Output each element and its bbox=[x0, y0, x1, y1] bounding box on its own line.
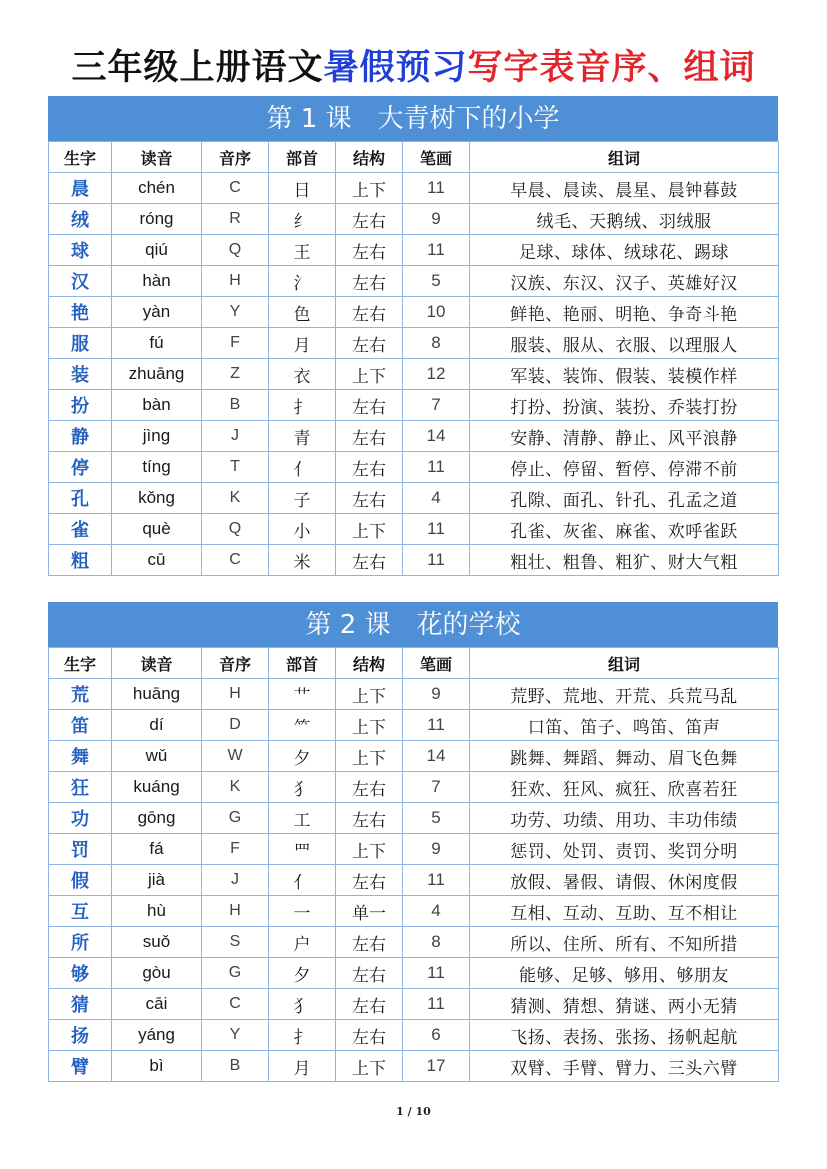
cell-word-examples: 军装、装饰、假装、装模作样 bbox=[470, 359, 779, 390]
cell-stroke-count: 9 bbox=[403, 834, 470, 865]
cell-pinyin: jià bbox=[112, 865, 202, 896]
cell-initial-letter: C bbox=[202, 545, 269, 576]
table-row bbox=[49, 514, 779, 545]
table-row bbox=[49, 297, 779, 328]
cell-radical: 犭 bbox=[269, 772, 336, 803]
cell-stroke-count: 11 bbox=[403, 452, 470, 483]
cell-structure: 左右 bbox=[336, 865, 403, 896]
cell-stroke-count: 11 bbox=[403, 235, 470, 266]
cell-pinyin: qiú bbox=[112, 235, 202, 266]
cell-initial-letter: S bbox=[202, 927, 269, 958]
cell-pinyin: kǒng bbox=[112, 483, 202, 514]
table-row bbox=[49, 328, 779, 359]
cell-stroke-count: 8 bbox=[403, 328, 470, 359]
cell-radical: 月 bbox=[269, 328, 336, 359]
table-row bbox=[49, 1020, 779, 1051]
column-header: 结构 bbox=[336, 648, 403, 679]
cell-initial-letter: G bbox=[202, 803, 269, 834]
cell-structure: 左右 bbox=[336, 772, 403, 803]
column-header: 部首 bbox=[269, 142, 336, 173]
table-row bbox=[49, 803, 779, 834]
cell-initial-letter: C bbox=[202, 989, 269, 1020]
cell-radical: 扌 bbox=[269, 390, 336, 421]
cell-structure: 左右 bbox=[336, 235, 403, 266]
column-header: 部首 bbox=[269, 648, 336, 679]
cell-radical: 夕 bbox=[269, 741, 336, 772]
cell-stroke-count: 14 bbox=[403, 741, 470, 772]
cell-radical: 亻 bbox=[269, 452, 336, 483]
cell-radical: 亻 bbox=[269, 865, 336, 896]
cell-initial-letter: Z bbox=[202, 359, 269, 390]
cell-character: 臂 bbox=[49, 1051, 112, 1082]
cell-initial-letter: J bbox=[202, 865, 269, 896]
cell-character: 球 bbox=[49, 235, 112, 266]
table-row bbox=[49, 1051, 779, 1082]
cell-stroke-count: 11 bbox=[403, 514, 470, 545]
cell-pinyin: huāng bbox=[112, 679, 202, 710]
cell-initial-letter: H bbox=[202, 679, 269, 710]
cell-pinyin: zhuāng bbox=[112, 359, 202, 390]
cell-initial-letter: F bbox=[202, 834, 269, 865]
cell-word-examples: 口笛、笛子、鸣笛、笛声 bbox=[470, 710, 779, 741]
cell-character: 扬 bbox=[49, 1020, 112, 1051]
cell-radical: 氵 bbox=[269, 266, 336, 297]
cell-initial-letter: Q bbox=[202, 235, 269, 266]
cell-pinyin: què bbox=[112, 514, 202, 545]
cell-initial-letter: B bbox=[202, 1051, 269, 1082]
cell-pinyin: chén bbox=[112, 173, 202, 204]
cell-word-examples: 服装、服从、衣服、以理服人 bbox=[470, 328, 779, 359]
column-header: 音序 bbox=[202, 648, 269, 679]
cell-structure: 左右 bbox=[336, 421, 403, 452]
table-row bbox=[49, 421, 779, 452]
column-header: 笔画 bbox=[403, 142, 470, 173]
cell-radical: 日 bbox=[269, 173, 336, 204]
cell-word-examples: 功劳、功绩、用功、丰功伟绩 bbox=[470, 803, 779, 834]
cell-radical: 艹 bbox=[269, 679, 336, 710]
cell-stroke-count: 5 bbox=[403, 266, 470, 297]
cell-radical: 罒 bbox=[269, 834, 336, 865]
cell-word-examples: 孔隙、面孔、针孔、孔孟之道 bbox=[470, 483, 779, 514]
cell-stroke-count: 17 bbox=[403, 1051, 470, 1082]
cell-character: 汉 bbox=[49, 266, 112, 297]
cell-word-examples: 互相、互动、互助、互不相让 bbox=[470, 896, 779, 927]
cell-pinyin: gōng bbox=[112, 803, 202, 834]
cell-initial-letter: B bbox=[202, 390, 269, 421]
cell-radical: 纟 bbox=[269, 204, 336, 235]
cell-radical: ⺮ bbox=[269, 710, 336, 741]
cell-radical: 一 bbox=[269, 896, 336, 927]
cell-word-examples: 跳舞、舞蹈、舞动、眉飞色舞 bbox=[470, 741, 779, 772]
cell-pinyin: dí bbox=[112, 710, 202, 741]
cell-structure: 左右 bbox=[336, 989, 403, 1020]
cell-character: 停 bbox=[49, 452, 112, 483]
lesson-1-rows bbox=[49, 173, 779, 576]
cell-pinyin: bì bbox=[112, 1051, 202, 1082]
cell-character: 装 bbox=[49, 359, 112, 390]
cell-word-examples: 双臂、手臂、臂力、三头六臂 bbox=[470, 1051, 779, 1082]
page-number: 1 / 10 bbox=[396, 1105, 431, 1118]
table-row bbox=[49, 679, 779, 710]
lesson-1-section bbox=[48, 96, 778, 576]
cell-structure: 上下 bbox=[336, 710, 403, 741]
cell-word-examples: 早晨、晨读、晨星、晨钟暮鼓 bbox=[470, 173, 779, 204]
cell-word-examples: 停止、停留、暂停、停滞不前 bbox=[470, 452, 779, 483]
cell-stroke-count: 4 bbox=[403, 483, 470, 514]
cell-structure: 左右 bbox=[336, 266, 403, 297]
cell-structure: 上下 bbox=[336, 173, 403, 204]
cell-word-examples: 所以、住所、所有、不知所措 bbox=[470, 927, 779, 958]
cell-pinyin: gòu bbox=[112, 958, 202, 989]
title-part-preview: 暑假预习 bbox=[323, 48, 468, 88]
table-row bbox=[49, 390, 779, 421]
cell-radical: 夕 bbox=[269, 958, 336, 989]
column-header: 生字 bbox=[49, 648, 112, 679]
cell-character: 孔 bbox=[49, 483, 112, 514]
cell-character: 功 bbox=[49, 803, 112, 834]
cell-stroke-count: 11 bbox=[403, 989, 470, 1020]
table-row bbox=[49, 452, 779, 483]
cell-initial-letter: W bbox=[202, 741, 269, 772]
page-title bbox=[0, 40, 827, 96]
cell-pinyin: suǒ bbox=[112, 927, 202, 958]
cell-pinyin: cū bbox=[112, 545, 202, 576]
cell-pinyin: fá bbox=[112, 834, 202, 865]
column-header: 笔画 bbox=[403, 648, 470, 679]
cell-structure: 上下 bbox=[336, 1051, 403, 1082]
cell-word-examples: 粗壮、粗鲁、粗犷、财大气粗 bbox=[470, 545, 779, 576]
cell-radical: 青 bbox=[269, 421, 336, 452]
cell-initial-letter: Y bbox=[202, 1020, 269, 1051]
cell-word-examples: 荒野、荒地、开荒、兵荒马乱 bbox=[470, 679, 779, 710]
cell-character: 笛 bbox=[49, 710, 112, 741]
cell-radical: 小 bbox=[269, 514, 336, 545]
cell-stroke-count: 11 bbox=[403, 958, 470, 989]
table-row bbox=[49, 834, 779, 865]
table-header-row bbox=[49, 142, 779, 173]
table-row bbox=[49, 235, 779, 266]
cell-structure: 左右 bbox=[336, 545, 403, 576]
lesson-1-table bbox=[48, 141, 779, 576]
table-row bbox=[49, 958, 779, 989]
table-row bbox=[49, 741, 779, 772]
table-row bbox=[49, 989, 779, 1020]
cell-pinyin: cāi bbox=[112, 989, 202, 1020]
cell-character: 雀 bbox=[49, 514, 112, 545]
cell-radical: 衣 bbox=[269, 359, 336, 390]
cell-character: 所 bbox=[49, 927, 112, 958]
table-row bbox=[49, 204, 779, 235]
table-row bbox=[49, 266, 779, 297]
cell-pinyin: wǔ bbox=[112, 741, 202, 772]
cell-initial-letter: C bbox=[202, 173, 269, 204]
column-header: 生字 bbox=[49, 142, 112, 173]
cell-character: 粗 bbox=[49, 545, 112, 576]
cell-stroke-count: 9 bbox=[403, 204, 470, 235]
cell-structure: 左右 bbox=[336, 297, 403, 328]
cell-pinyin: tíng bbox=[112, 452, 202, 483]
cell-structure: 左右 bbox=[336, 452, 403, 483]
cell-structure: 左右 bbox=[336, 958, 403, 989]
cell-stroke-count: 6 bbox=[403, 1020, 470, 1051]
lesson-1-header: 第 1 课 大青树下的小学 bbox=[48, 96, 778, 141]
cell-structure: 左右 bbox=[336, 803, 403, 834]
cell-word-examples: 安静、清静、静止、风平浪静 bbox=[470, 421, 779, 452]
cell-structure: 上下 bbox=[336, 834, 403, 865]
cell-pinyin: bàn bbox=[112, 390, 202, 421]
cell-character: 艳 bbox=[49, 297, 112, 328]
cell-character: 猜 bbox=[49, 989, 112, 1020]
cell-character: 绒 bbox=[49, 204, 112, 235]
cell-stroke-count: 10 bbox=[403, 297, 470, 328]
cell-initial-letter: H bbox=[202, 896, 269, 927]
cell-word-examples: 狂欢、狂风、疯狂、欣喜若狂 bbox=[470, 772, 779, 803]
cell-word-examples: 孔雀、灰雀、麻雀、欢呼雀跃 bbox=[470, 514, 779, 545]
cell-stroke-count: 4 bbox=[403, 896, 470, 927]
column-header: 读音 bbox=[112, 648, 202, 679]
cell-word-examples: 打扮、扮演、装扮、乔装打扮 bbox=[470, 390, 779, 421]
cell-word-examples: 鲜艳、艳丽、明艳、争奇斗艳 bbox=[470, 297, 779, 328]
cell-character: 静 bbox=[49, 421, 112, 452]
cell-word-examples: 猜测、猜想、猜谜、两小无猜 bbox=[470, 989, 779, 1020]
cell-word-examples: 足球、球体、绒球花、踢球 bbox=[470, 235, 779, 266]
cell-initial-letter: F bbox=[202, 328, 269, 359]
cell-character: 扮 bbox=[49, 390, 112, 421]
cell-structure: 左右 bbox=[336, 1020, 403, 1051]
cell-pinyin: yàn bbox=[112, 297, 202, 328]
cell-pinyin: róng bbox=[112, 204, 202, 235]
title-part-table: 写字表音序、组词 bbox=[467, 48, 756, 88]
cell-character: 假 bbox=[49, 865, 112, 896]
cell-pinyin: hù bbox=[112, 896, 202, 927]
cell-character: 互 bbox=[49, 896, 112, 927]
cell-stroke-count: 5 bbox=[403, 803, 470, 834]
cell-radical: 户 bbox=[269, 927, 336, 958]
table-row bbox=[49, 173, 779, 204]
cell-word-examples: 放假、暑假、请假、休闲度假 bbox=[470, 865, 779, 896]
cell-character: 服 bbox=[49, 328, 112, 359]
cell-structure: 左右 bbox=[336, 927, 403, 958]
cell-radical: 色 bbox=[269, 297, 336, 328]
cell-word-examples: 飞扬、表扬、张扬、扬帆起航 bbox=[470, 1020, 779, 1051]
cell-stroke-count: 11 bbox=[403, 710, 470, 741]
cell-stroke-count: 11 bbox=[403, 545, 470, 576]
table-row bbox=[49, 927, 779, 958]
cell-radical: 工 bbox=[269, 803, 336, 834]
cell-initial-letter: R bbox=[202, 204, 269, 235]
cell-radical: 扌 bbox=[269, 1020, 336, 1051]
table-header-row bbox=[49, 648, 779, 679]
cell-initial-letter: D bbox=[202, 710, 269, 741]
cell-pinyin: hàn bbox=[112, 266, 202, 297]
cell-stroke-count: 8 bbox=[403, 927, 470, 958]
cell-radical: 月 bbox=[269, 1051, 336, 1082]
cell-structure: 上下 bbox=[336, 359, 403, 390]
table-row bbox=[49, 865, 779, 896]
cell-radical: 王 bbox=[269, 235, 336, 266]
column-header: 读音 bbox=[112, 142, 202, 173]
cell-character: 罚 bbox=[49, 834, 112, 865]
cell-structure: 单一 bbox=[336, 896, 403, 927]
cell-word-examples: 汉族、东汉、汉子、英雄好汉 bbox=[470, 266, 779, 297]
cell-structure: 左右 bbox=[336, 483, 403, 514]
column-header: 组词 bbox=[470, 648, 779, 679]
cell-initial-letter: J bbox=[202, 421, 269, 452]
table-row bbox=[49, 483, 779, 514]
cell-structure: 左右 bbox=[336, 204, 403, 235]
cell-structure: 上下 bbox=[336, 741, 403, 772]
cell-stroke-count: 11 bbox=[403, 865, 470, 896]
cell-radical: 米 bbox=[269, 545, 336, 576]
cell-pinyin: yáng bbox=[112, 1020, 202, 1051]
cell-character: 狂 bbox=[49, 772, 112, 803]
cell-stroke-count: 12 bbox=[403, 359, 470, 390]
cell-pinyin: jìng bbox=[112, 421, 202, 452]
cell-initial-letter: H bbox=[202, 266, 269, 297]
cell-word-examples: 惩罚、处罚、责罚、奖罚分明 bbox=[470, 834, 779, 865]
table-row bbox=[49, 772, 779, 803]
cell-initial-letter: K bbox=[202, 483, 269, 514]
table-row bbox=[49, 359, 779, 390]
column-header: 组词 bbox=[470, 142, 779, 173]
table-row bbox=[49, 896, 779, 927]
table-row bbox=[49, 710, 779, 741]
cell-word-examples: 能够、足够、够用、够朋友 bbox=[470, 958, 779, 989]
lesson-2-section bbox=[48, 602, 778, 1082]
cell-stroke-count: 7 bbox=[403, 390, 470, 421]
cell-stroke-count: 7 bbox=[403, 772, 470, 803]
cell-initial-letter: G bbox=[202, 958, 269, 989]
cell-stroke-count: 11 bbox=[403, 173, 470, 204]
table-row bbox=[49, 545, 779, 576]
cell-pinyin: fú bbox=[112, 328, 202, 359]
cell-initial-letter: Q bbox=[202, 514, 269, 545]
column-header: 音序 bbox=[202, 142, 269, 173]
cell-structure: 上下 bbox=[336, 679, 403, 710]
cell-structure: 左右 bbox=[336, 328, 403, 359]
cell-initial-letter: K bbox=[202, 772, 269, 803]
cell-character: 荒 bbox=[49, 679, 112, 710]
cell-radical: 犭 bbox=[269, 989, 336, 1020]
cell-word-examples: 绒毛、天鹅绒、羽绒服 bbox=[470, 204, 779, 235]
cell-stroke-count: 9 bbox=[403, 679, 470, 710]
lesson-2-table bbox=[48, 647, 779, 1082]
cell-character: 够 bbox=[49, 958, 112, 989]
title-part-grade: 三年级上册语文 bbox=[71, 48, 324, 88]
cell-pinyin: kuáng bbox=[112, 772, 202, 803]
cell-initial-letter: T bbox=[202, 452, 269, 483]
cell-initial-letter: Y bbox=[202, 297, 269, 328]
cell-radical: 子 bbox=[269, 483, 336, 514]
lesson-2-rows bbox=[49, 679, 779, 1082]
lesson-2-header: 第 2 课 花的学校 bbox=[48, 602, 778, 647]
cell-character: 舞 bbox=[49, 741, 112, 772]
cell-structure: 左右 bbox=[336, 390, 403, 421]
column-header: 结构 bbox=[336, 142, 403, 173]
cell-structure: 上下 bbox=[336, 514, 403, 545]
cell-character: 晨 bbox=[49, 173, 112, 204]
cell-stroke-count: 14 bbox=[403, 421, 470, 452]
